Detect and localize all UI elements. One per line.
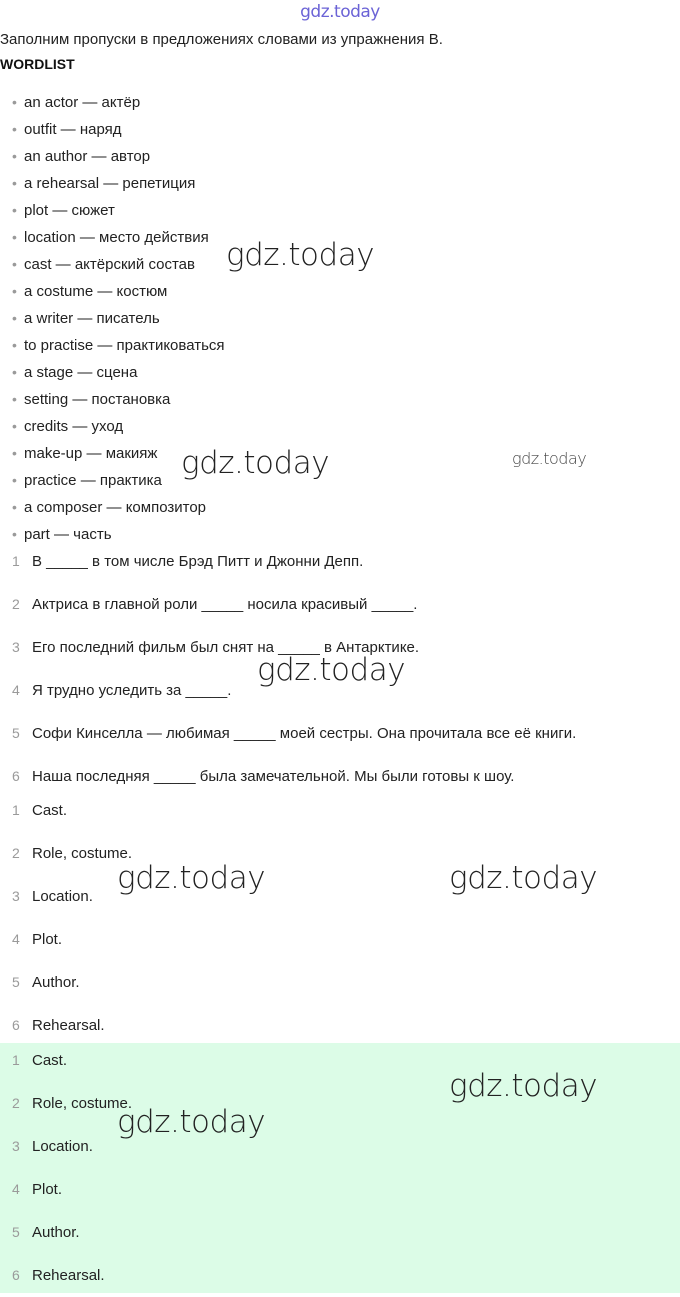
item-number: 2 bbox=[12, 845, 20, 861]
list-item: • an author — автор bbox=[12, 143, 225, 170]
watermark: gdz.today bbox=[117, 1104, 266, 1140]
list-item: • credits — уход bbox=[12, 413, 225, 440]
answer-text: Plot. bbox=[32, 1181, 63, 1198]
answer-text: Cast. bbox=[32, 1052, 68, 1069]
question-item bbox=[12, 712, 576, 755]
item-number: 6 bbox=[12, 1017, 20, 1033]
bullet-icon: • bbox=[12, 229, 17, 245]
watermark: gdz.today bbox=[181, 445, 330, 481]
list-item: • outfit — наряд bbox=[12, 116, 225, 143]
list-item: • make-up — макияж bbox=[12, 440, 225, 467]
answer-item bbox=[12, 1125, 132, 1168]
bullet-icon: • bbox=[12, 94, 17, 110]
watermark: gdz.today bbox=[117, 860, 266, 896]
answer-item bbox=[12, 1082, 132, 1125]
list-item: • to practise — практиковаться bbox=[12, 332, 225, 359]
bullet-icon: • bbox=[12, 418, 17, 434]
bullet-icon: • bbox=[12, 391, 17, 407]
intro-text: Заполним пропуски в предложениях словами из упражнения B. bbox=[0, 31, 443, 48]
item-number: 2 bbox=[12, 596, 20, 612]
bullet-icon: • bbox=[12, 472, 17, 488]
item-number: 3 bbox=[12, 888, 20, 904]
question-text: В _____ в том числе Брэд Питт и Джонни Депп. bbox=[32, 553, 364, 570]
answers-list bbox=[12, 789, 132, 1047]
list-item: • part — часть bbox=[12, 521, 225, 548]
answer-item bbox=[12, 1211, 132, 1254]
question-text: Наша последняя _____ была замечательной. Мы были готовы к шоу. bbox=[32, 768, 515, 785]
bullet-icon: • bbox=[12, 283, 17, 299]
watermark: gdz.today bbox=[449, 1068, 598, 1104]
question-text: Актриса в главной роли _____ носила красивый _____. bbox=[32, 596, 418, 613]
watermark: gdz.today bbox=[257, 652, 406, 688]
bullet-icon: • bbox=[12, 526, 17, 542]
list-item: • plot — сюжет bbox=[12, 197, 225, 224]
question-text: Софи Кинселла — любимая _____ моей сестры. Она прочитала все её книги. bbox=[32, 725, 577, 742]
list-item: • cast — актёрский состав bbox=[12, 251, 225, 278]
answer-text: Location. bbox=[32, 1138, 93, 1155]
answer-text: Cast. bbox=[32, 802, 68, 819]
item-number: 5 bbox=[12, 725, 20, 741]
answer-item bbox=[12, 789, 132, 832]
item-number: 4 bbox=[12, 682, 20, 698]
answer-text: Rehearsal. bbox=[32, 1017, 105, 1034]
item-number: 1 bbox=[12, 553, 20, 569]
answer-item bbox=[12, 1254, 132, 1297]
answer-text: Role, costume. bbox=[32, 1095, 133, 1112]
item-number: 1 bbox=[12, 1052, 20, 1068]
answer-text: Location. bbox=[32, 888, 93, 905]
list-item: • a rehearsal — репетиция bbox=[12, 170, 225, 197]
item-number: 6 bbox=[12, 1267, 20, 1283]
bullet-icon: • bbox=[12, 256, 17, 272]
item-number: 6 bbox=[12, 768, 20, 784]
answer-text: Rehearsal. bbox=[32, 1267, 105, 1284]
item-number: 3 bbox=[12, 1138, 20, 1154]
item-number: 5 bbox=[12, 1224, 20, 1240]
item-number: 4 bbox=[12, 931, 20, 947]
bullet-icon: • bbox=[12, 337, 17, 353]
question-item bbox=[12, 540, 576, 583]
answer-item bbox=[12, 961, 132, 1004]
list-item: • location — место действия bbox=[12, 224, 225, 251]
answer-item bbox=[12, 918, 132, 961]
watermark: gdz.today bbox=[449, 860, 598, 896]
bullet-icon: • bbox=[12, 175, 17, 191]
list-item: • setting — постановка bbox=[12, 386, 225, 413]
bullet-icon: • bbox=[12, 499, 17, 515]
answer-item bbox=[12, 832, 132, 875]
item-number: 2 bbox=[12, 1095, 20, 1111]
watermark: gdz.today bbox=[512, 449, 587, 468]
answer-text: Role, costume. bbox=[32, 845, 133, 862]
question-text: Я трудно уследить за _____. bbox=[32, 682, 232, 699]
question-text: Его последний фильм был снят на _____ в Антарктике. bbox=[32, 639, 420, 656]
answer-text: Plot. bbox=[32, 931, 63, 948]
bullet-icon: • bbox=[12, 445, 17, 461]
item-number: 4 bbox=[12, 1181, 20, 1197]
highlighted-answers-list bbox=[12, 1039, 132, 1297]
bullet-icon: • bbox=[12, 148, 17, 164]
answer-item bbox=[12, 1039, 132, 1082]
bullet-icon: • bbox=[12, 121, 17, 137]
answer-item bbox=[12, 1168, 132, 1211]
item-number: 1 bbox=[12, 802, 20, 818]
list-item: • a stage — сцена bbox=[12, 359, 225, 386]
bullet-icon: • bbox=[12, 202, 17, 218]
wordlist-heading: WORDLIST bbox=[0, 56, 75, 72]
bullet-icon: • bbox=[12, 364, 17, 380]
answer-item bbox=[12, 875, 132, 918]
item-number: 5 bbox=[12, 974, 20, 990]
item-number: 3 bbox=[12, 639, 20, 655]
bullet-icon: • bbox=[12, 310, 17, 326]
question-item bbox=[12, 583, 576, 626]
answer-text: Author. bbox=[32, 974, 80, 991]
list-item: • practice — практика bbox=[12, 467, 225, 494]
list-item: • an actor — актёр bbox=[12, 89, 225, 116]
watermark: gdz.today bbox=[226, 237, 375, 273]
list-item: • a composer — композитор bbox=[12, 494, 225, 521]
list-item: • a costume — костюм bbox=[12, 278, 225, 305]
answer-text: Author. bbox=[32, 1224, 80, 1241]
site-logo[interactable]: gdz.today bbox=[300, 2, 380, 22]
list-item: • a writer — писатель bbox=[12, 305, 225, 332]
